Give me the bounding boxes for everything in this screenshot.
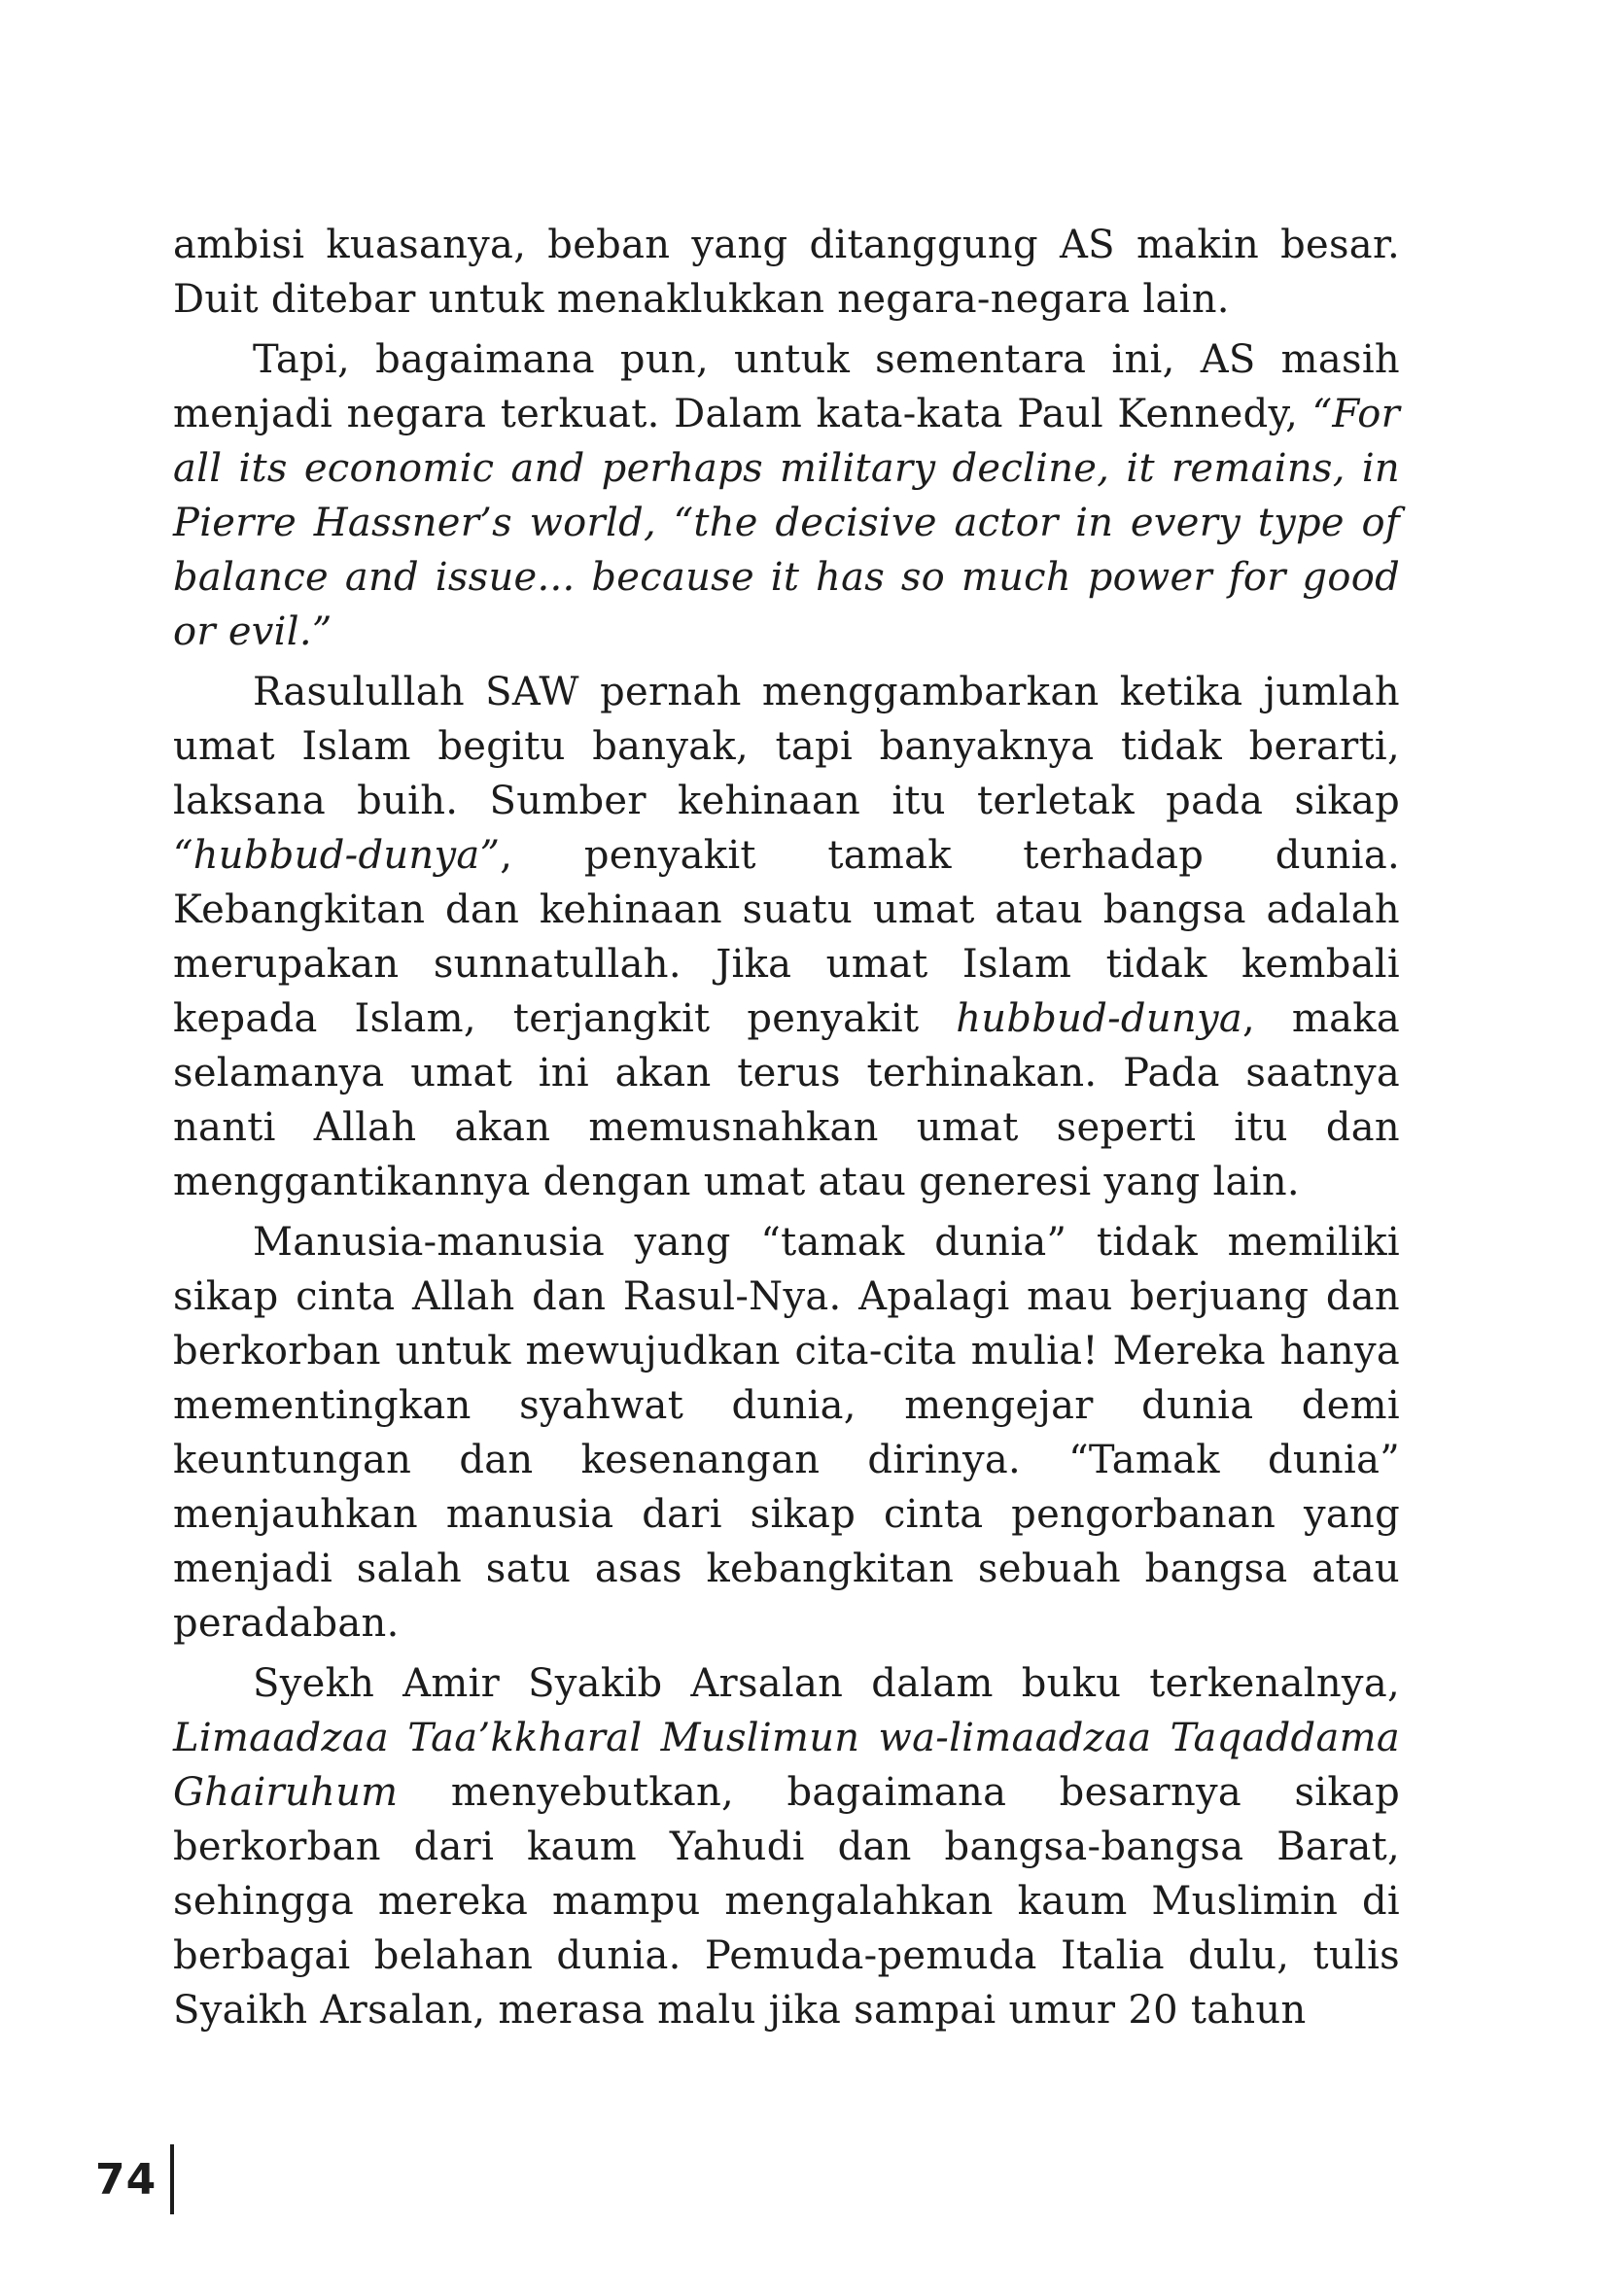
paragraph-1 (173, 218, 1400, 327)
kennedy-quote: “For all its economic and perhaps military decline, it remains, in Pierre Hassner’s world, “the decisive actor in every type of balance and issue... because it has so much power for good or evil.” (173, 392, 1400, 654)
paragraph-3-term: hubbud-dunya (956, 996, 1243, 1041)
paragraph-3-text-e: , maka selamanya umat ini akan terus terhinakan. Pada saatnya nanti Allah akan memusnahkan umat seperti itu dan menggantikannya dengan umat atau generesi yang lain. (173, 996, 1400, 1204)
paragraph-4-text: Manusia-manusia yang “tamak dunia” tidak memiliki sikap cinta Allah dan Rasul-Nya. Apalagi mau berjuang dan berkorban untuk mewujudkan cita-cita mulia! Mereka hanya mementingkan syahwat dunia, mengejar dunia demi keuntungan dan kesenangan dirinya. “Tamak dunia” menjauhkan manusia dari sikap cinta pengorbanan yang menjadi salah satu asas kebangkitan sebuah bangsa atau peradaban. (173, 1220, 1400, 1646)
folio-divider (170, 2144, 174, 2214)
paragraph-5-text-c: menyebutkan, bagaimana besarnya sikap berkorban dari kaum Yahudi dan bangsa-bangsa Barat, sehingga mereka mampu mengalahkan kaum Muslimin di berbagai belahan dunia. Pemuda-pemuda Italia dulu, tulis Syaikh Arsalan, merasa malu jika sampai umur 20 tahun (173, 1770, 1400, 2033)
paragraph-2 (173, 332, 1400, 659)
paragraph-1-text: ambisi kuasanya, beban yang ditanggung AS makin besar. Duit ditebar untuk menaklukkan negara-negara lain. (173, 223, 1400, 322)
paragraph-3-term-quoted: “hubbud-dunya” (173, 833, 501, 878)
paragraph-5-text-a: Syekh Amir Syakib Arsalan dalam buku terkenalnya, (253, 1661, 1400, 1706)
page-number: 74 (95, 2154, 157, 2205)
page-folio (95, 2144, 174, 2214)
book-title: Limaadzaa Taa’kkharal Muslimun wa-limaadzaa Taqaddama Ghairuhum (173, 1716, 1400, 1815)
paragraph-3-text-a: Rasulullah SAW pernah menggambarkan ketika jumlah umat Islam begitu banyak, tapi banyaknya tidak berarti, laksana buih. Sumber kehinaan itu terletak pada sikap (173, 670, 1400, 823)
paragraph-3 (173, 665, 1400, 1209)
paragraph-4 (173, 1215, 1400, 1651)
paragraph-3-text-c: , penyakit tamak terhadap dunia. Kebangkitan dan kehinaan suatu umat atau bangsa adalah merupakan sunnatullah. Jika umat Islam tidak kembali kepada Islam, terjangkit penyakit (173, 833, 1400, 1041)
body-text (173, 218, 1400, 2043)
paragraph-5 (173, 1656, 1400, 2037)
paragraph-2-text: Tapi, bagaimana pun, untuk sementara ini, AS masih menjadi negara terkuat. Dalam kata-kata Paul Kennedy, (173, 337, 1400, 436)
